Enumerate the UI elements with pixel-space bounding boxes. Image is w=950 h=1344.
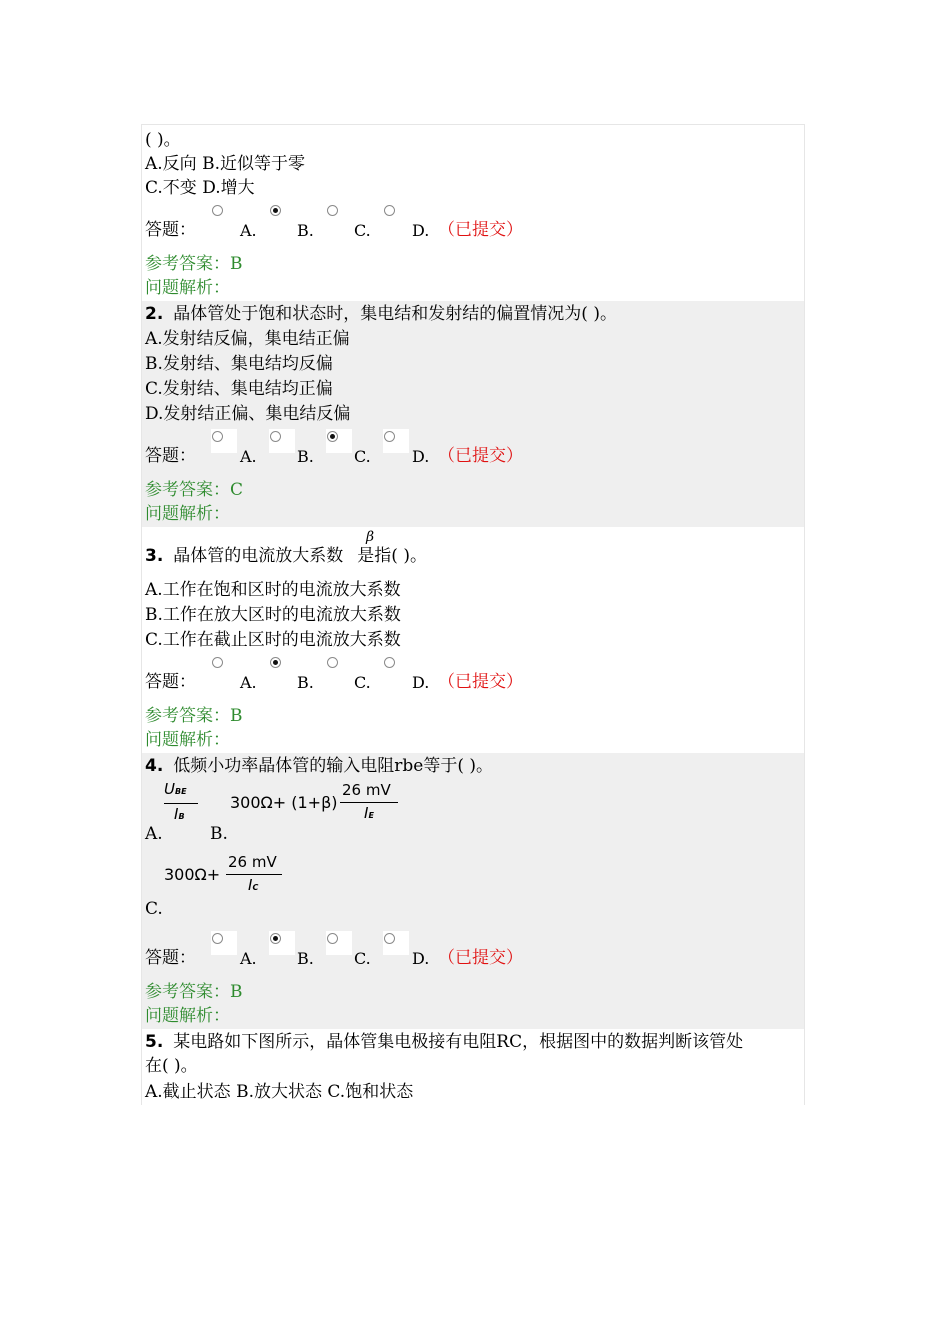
q2-option-b: B.发射结、集电结均反偏 xyxy=(145,354,333,374)
q2-reference-answer: 参考答案：C xyxy=(145,480,244,500)
q5-stem-line-2: 在( )。 xyxy=(145,1056,198,1076)
radio-icon xyxy=(270,431,281,442)
radio-selected-icon xyxy=(270,933,281,944)
q4-radio-d[interactable] xyxy=(383,931,409,955)
q3-reference-answer: 参考答案：B xyxy=(145,706,243,726)
q2-radio-d[interactable] xyxy=(383,429,409,453)
q4-analysis: 问题解析： xyxy=(145,1006,230,1026)
q3-option-d-label: D. xyxy=(412,673,430,692)
quiz-sheet xyxy=(141,124,805,1105)
q3-option-a-label: A. xyxy=(240,673,257,692)
radio-selected-icon xyxy=(270,657,281,668)
q3-stem: 3. 晶体管的电流放大系数 是指( )。 xyxy=(145,546,427,566)
q2-option-c: C.发射结、集电结均正偏 xyxy=(145,379,333,399)
q4-formula-a: UBE IB xyxy=(164,781,200,825)
question-1 xyxy=(142,125,804,301)
q3-radio-c[interactable] xyxy=(326,655,352,679)
q1-submitted-status: （已提交） xyxy=(438,220,523,240)
radio-icon xyxy=(384,933,395,944)
q4-option-c-label: C. xyxy=(354,949,371,968)
q4-label-b: B. xyxy=(210,824,228,844)
q1-options-line-1: A.反向 B.近似等于零 xyxy=(145,154,305,174)
q5-stem-line-1: 5. 某电路如下图所示，晶体管集电极接有电阻RC，根据图中的数据判断该管处 xyxy=(145,1032,744,1052)
q4-option-a-label: A. xyxy=(240,949,257,968)
q1-radio-c[interactable] xyxy=(326,203,352,227)
question-4: 4. 低频小功率晶体管的输入电阻rbe等于( )。 UBE IB 300Ω+ (1+β) 26 mV IE A. B. 300Ω+ 26 mV IC C. 答题： A. B. C. D. （已提交） 参考答案：B 问题解析： xyxy=(142,753,804,1029)
q1-answer-label: 答题： xyxy=(145,220,196,240)
q1-option-c-label: C. xyxy=(354,221,371,240)
q1-reference-answer: 参考答案：B xyxy=(145,254,243,274)
q2-stem: 2. 晶体管处于饱和状态时，集电结和发射结的偏置情况为( )。 xyxy=(145,304,617,324)
q2-option-d: D.发射结正偏、集电结反偏 xyxy=(145,404,351,424)
q2-option-a: A.发射结反偏，集电结正偏 xyxy=(145,329,350,349)
q5-options-line: A.截止状态 B.放大状态 C.饱和状态 xyxy=(145,1082,414,1102)
q4-submitted-status: （已提交） xyxy=(438,948,523,968)
q2-radio-c[interactable] xyxy=(326,429,352,453)
q3-option-b: B.工作在放大区时的电流放大系数 xyxy=(145,605,401,625)
radio-icon xyxy=(384,431,395,442)
radio-icon xyxy=(327,657,338,668)
radio-icon xyxy=(327,205,338,216)
q1-radio-b[interactable] xyxy=(269,203,295,227)
q2-answer-label: 答题： xyxy=(145,446,196,466)
q4-answer-label: 答题： xyxy=(145,948,196,968)
question-3 xyxy=(142,527,804,753)
q3-option-a: A.工作在饱和区时的电流放大系数 xyxy=(145,580,401,600)
radio-icon xyxy=(212,205,223,216)
q4-option-b-label: B. xyxy=(297,949,314,968)
radio-icon xyxy=(212,431,223,442)
radio-icon xyxy=(212,657,223,668)
q1-options-line-2: C.不变 D.增大 xyxy=(145,178,255,198)
q2-analysis: 问题解析： xyxy=(145,504,230,524)
q4-stem: 4. 低频小功率晶体管的输入电阻rbe等于( )。 xyxy=(145,756,494,776)
radio-icon xyxy=(327,933,338,944)
q4-option-d-label: D. xyxy=(412,949,430,968)
q4-radio-b[interactable] xyxy=(269,931,295,955)
q1-option-b-label: B. xyxy=(297,221,314,240)
q4-label-c: C. xyxy=(145,899,163,919)
q1-option-d-label: D. xyxy=(412,221,430,240)
q2-submitted-status: （已提交） xyxy=(438,446,523,466)
q4-label-a: A. xyxy=(145,824,163,844)
question-2 xyxy=(142,301,804,527)
q4-radio-a[interactable] xyxy=(211,931,237,955)
q3-radio-b[interactable] xyxy=(269,655,295,679)
question-5 xyxy=(142,1029,804,1105)
q1-stem-tail: ( )。 xyxy=(145,130,181,150)
q4-reference-answer: 参考答案：B xyxy=(145,982,243,1002)
radio-icon xyxy=(384,205,395,216)
q3-radio-d[interactable] xyxy=(383,655,409,679)
radio-icon xyxy=(212,933,223,944)
q1-option-a-label: A. xyxy=(240,221,257,240)
radio-selected-icon xyxy=(270,205,281,216)
q3-beta-symbol: β xyxy=(366,529,375,545)
q1-analysis: 问题解析： xyxy=(145,278,230,298)
q1-radio-d[interactable] xyxy=(383,203,409,227)
q3-radio-a[interactable] xyxy=(211,655,237,679)
q3-option-c: C.工作在截止区时的电流放大系数 xyxy=(145,630,401,650)
q4-radio-c[interactable] xyxy=(326,931,352,955)
q1-radio-a[interactable] xyxy=(211,203,237,227)
q3-analysis: 问题解析： xyxy=(145,730,230,750)
q3-submitted-status: （已提交） xyxy=(438,672,523,692)
q2-option-c-label: C. xyxy=(354,447,371,466)
q2-radio-a[interactable] xyxy=(211,429,237,453)
q2-option-d-label: D. xyxy=(412,447,430,466)
q3-option-b-label: B. xyxy=(297,673,314,692)
q3-answer-label: 答题： xyxy=(145,672,196,692)
q3-option-c-label: C. xyxy=(354,673,371,692)
q2-option-a-label: A. xyxy=(240,447,257,466)
q2-radio-b[interactable] xyxy=(269,429,295,453)
radio-icon xyxy=(384,657,395,668)
radio-selected-icon xyxy=(327,431,338,442)
q2-option-b-label: B. xyxy=(297,447,314,466)
